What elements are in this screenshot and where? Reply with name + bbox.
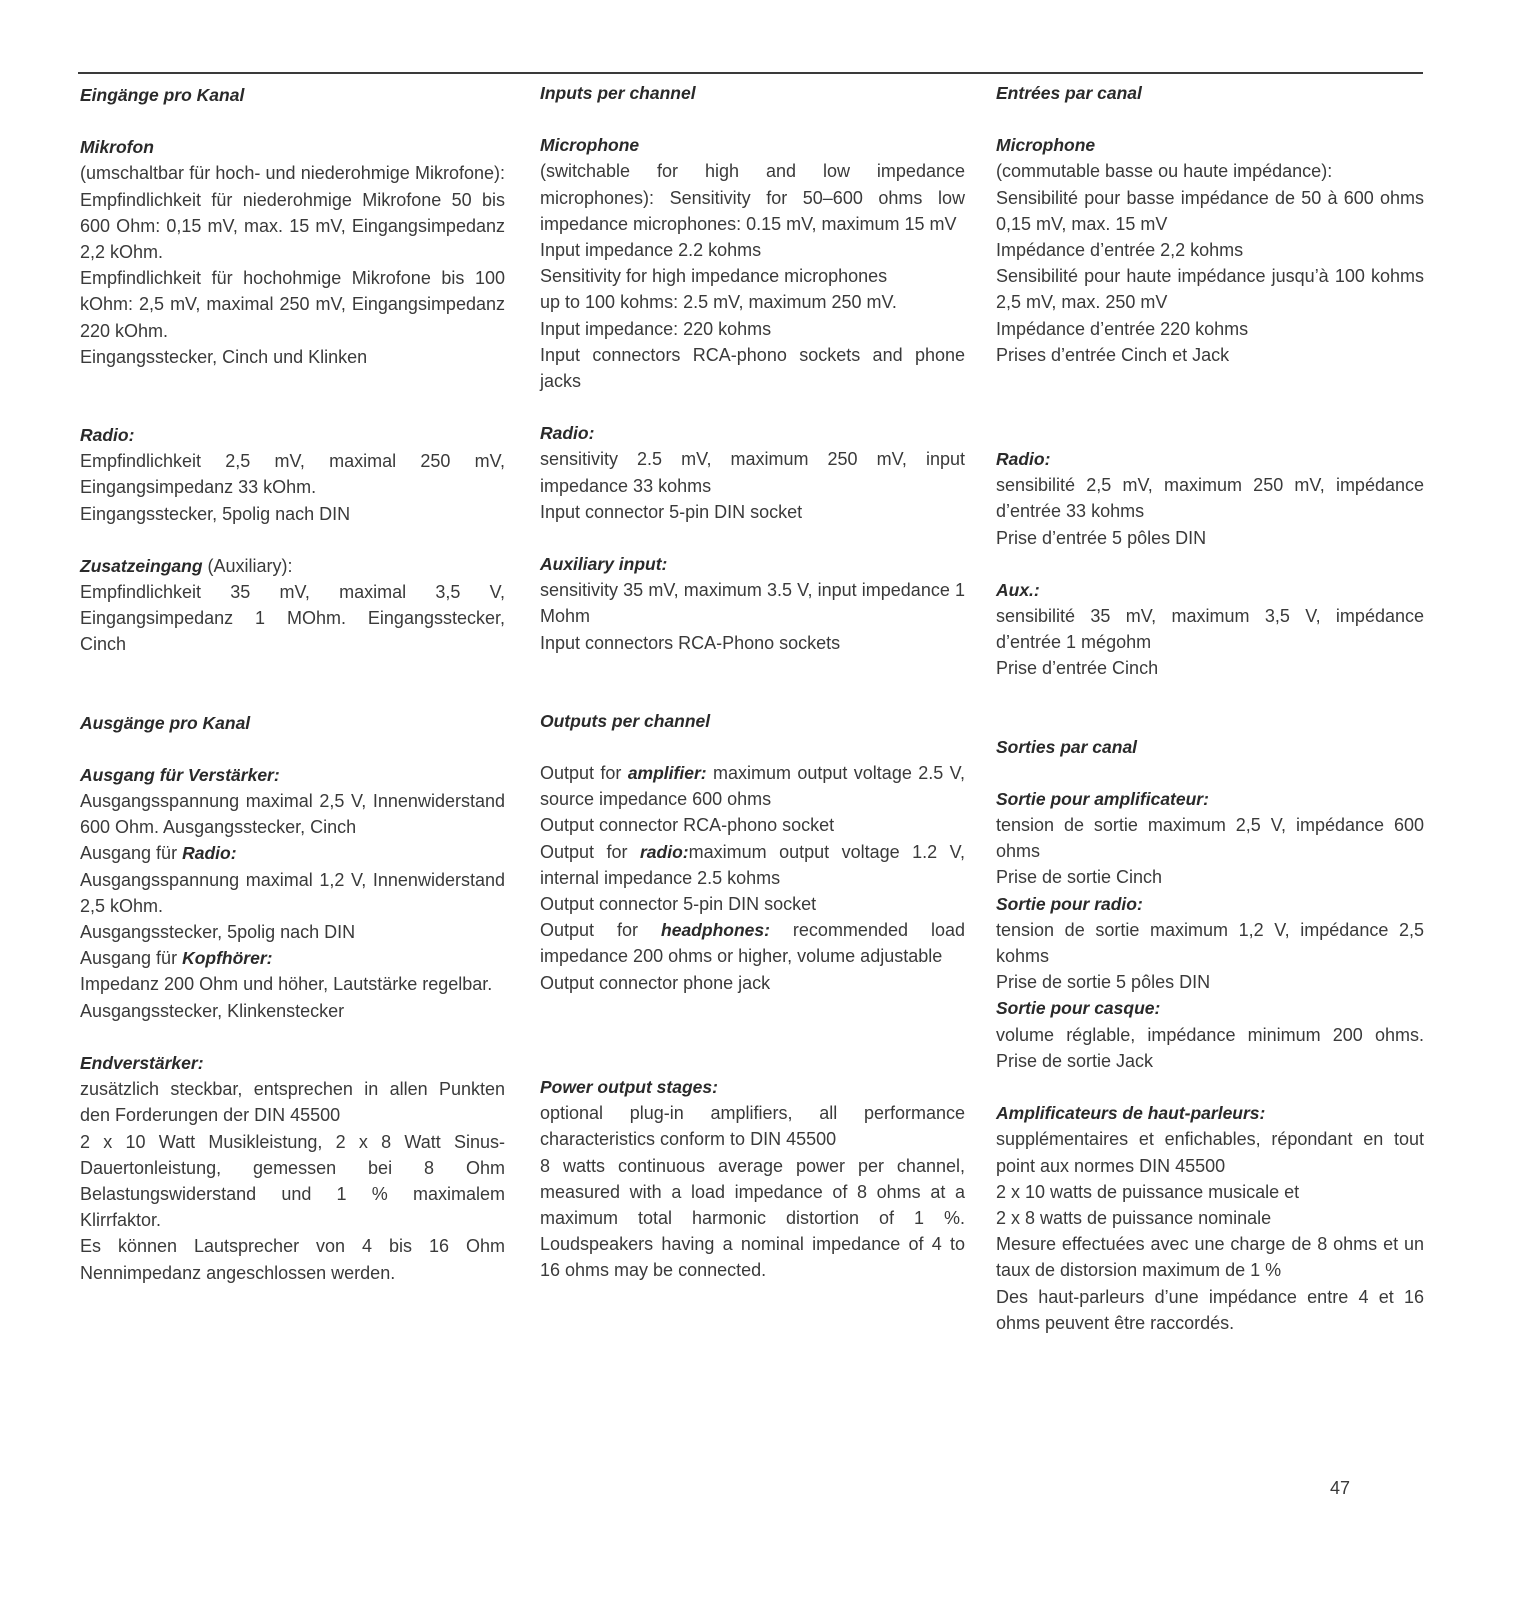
text-microphone-connectors: Prises d’entrée Cinch et Jack: [996, 344, 1230, 365]
heading-power-stages: Power output stages:: [540, 1076, 718, 1097]
text-microphone-connectors: Eingangsstecker, Cinch und Klinken: [80, 346, 368, 367]
text-aux-connector: Prise d’entrée Cinch: [996, 658, 1159, 679]
text-aux: sensitivity 35 mV, maximum 3.5 V, input impedance 1 Mohm: [540, 580, 965, 627]
text-radio-output: Output for radio:maximum output voltage 1.2 V, internal impedance 2.5 kohms: [540, 841, 965, 888]
section-title-inputs: Entrées par canal: [996, 83, 1142, 103]
heading-power-stages: Endverstärker:: [80, 1052, 204, 1073]
text-amplifier-output: tension de sortie maximum 2,5 V, impédance 600 ohms: [996, 815, 1424, 862]
text-radio: sensibilité 2,5 mV, maximum 250 mV, impédance d’entrée 33 kohms: [996, 475, 1424, 522]
text-aux-connector: Input connectors RCA-Phono sockets: [540, 632, 841, 653]
text-power-nominal: 2 x 8 watts de puissance nominale: [996, 1207, 1272, 1228]
heading-aux: Aux.:: [996, 579, 1040, 600]
text-radio-output: Ausgangsspannung maximal 1,2 V, Innenwiderstand 2,5 kOhm.: [80, 869, 505, 916]
text-power-stages: optional plug-in amplifiers, all performance characteristics conform to DIN 45500: [540, 1103, 965, 1150]
text-microphone-high: Empfindlichkeit für hochohmige Mikrofone bis 100 kOhm: 2,5 mV, maximal 250 mV, Eingangsimpedanz 220 kOhm.: [80, 268, 505, 341]
text-microphone-high-impedance: Input impedance: 220 kohms: [540, 318, 772, 339]
heading-radio: Radio:: [540, 423, 595, 444]
heading-headphones-output: Ausgang für Kopfhörer:: [80, 948, 273, 969]
text-headphones-output: Output for headphones: recommended load impedance 200 ohms or higher, volume adjustable: [540, 920, 966, 967]
text-radio-output-connector: Output connector 5-pin DIN socket: [540, 894, 817, 915]
text-power-speakers: Des haut-parleurs d’une impédance entre 4 et 16 ohms peuvent être raccordés.: [996, 1286, 1424, 1333]
text-radio-connector: Eingangsstecker, 5polig nach DIN: [80, 503, 351, 524]
section-title-outputs: Outputs per channel: [540, 710, 711, 731]
section-title-inputs: Inputs per channel: [540, 83, 696, 103]
text-microphone: (switchable for high and low impedance microphones): Sensitivity for 50–600 ohms low impedance microphones: 0.15 mV, maximum 15 mV: [540, 161, 965, 234]
text-headphones-output: volume réglable, impédance minimum 200 ohms. Prise de sortie Jack: [996, 1024, 1424, 1071]
text-amplifier-connector: Prise de sortie Cinch: [996, 867, 1163, 888]
heading-aux: Auxiliary input:: [540, 554, 668, 575]
text-microphone-high: Sensibilité pour haute impédance jusqu’à 100 kohms 2,5 mV, max. 250 mV: [996, 266, 1424, 313]
page-number: 47: [1330, 1478, 1351, 1498]
heading-headphones-output: Sortie pour casque:: [996, 998, 1161, 1019]
text-radio-output: tension de sortie maximum 1,2 V, impédance 2,5 kohms: [996, 919, 1424, 967]
text-power-measure: Mesure effectuées avec une charge de 8 ohms et un taux de distorsion maximum de 1 %: [996, 1234, 1424, 1281]
text-power-stages: zusätzlich steckbar, entsprechen in allen Punkten den Forderungen der DIN 45500: [80, 1079, 505, 1126]
text-radio: sensitivity 2.5 mV, maximum 250 mV, input impedance 33 kohms: [540, 449, 965, 496]
section-title-outputs: Ausgänge pro Kanal: [80, 712, 251, 733]
heading-radio: Radio:: [996, 449, 1051, 470]
text-microphone: (umschaltbar für hoch- und niederohmige Mikrofone): Empfindlichkeit für niederohmige Mikrofone 50 bis 600 Ohm: 0,15 mV, max. 15 mV, Eingangsimpedanz 2,2 kOhm.: [80, 163, 505, 263]
heading-radio-output: Ausgang für Radio:: [80, 843, 237, 864]
text-microphone-high-value: up to 100 kohms: 2.5 mV, maximum 250 mV.: [540, 292, 897, 313]
text-microphone-high-impedance: Impédance d’entrée 220 kohms: [996, 318, 1249, 339]
text-radio: Empfindlichkeit 2,5 mV, maximal 250 mV, Eingangsimpedanz 33 kOhm.: [80, 451, 505, 498]
section-title-outputs: Sorties par canal: [996, 736, 1138, 757]
text-microphone-low: Sensibilité pour basse impédance de 50 à 600 ohms 0,15 mV, max. 15 mV: [996, 187, 1424, 234]
text-aux: Empfindlichkeit 35 mV, maximal 3,5 V, Eingangsimpedanz 1 MOhm. Eingangsstecker, Cinch: [80, 582, 505, 655]
heading-radio: Radio:: [80, 425, 135, 446]
text-radio-output-connector: Prise de sortie 5 pôles DIN: [996, 972, 1211, 993]
section-title-inputs: Eingänge pro Kanal: [80, 85, 245, 105]
text-radio-connector: Prise d’entrée 5 pôles DIN: [996, 527, 1207, 548]
column-french: [996, 70, 1424, 1336]
heading-microphone: Mikrofon: [80, 137, 154, 158]
text-amplifier-connector: Output connector RCA-phono socket: [540, 815, 835, 836]
heading-radio-output: Sortie pour radio:: [996, 893, 1143, 914]
heading-aux: Zusatzeingang (Auxiliary):: [80, 555, 293, 576]
text-microphone: (commutable basse ou haute impédance):: [996, 161, 1333, 182]
text-headphones-connector: Output connector phone jack: [540, 972, 771, 993]
column-german: [80, 70, 505, 1286]
text-power-speakers: Es können Lautsprecher von 4 bis 16 Ohm Nennimpedanz angeschlossen werden.: [80, 1236, 505, 1283]
text-microphone-impedance: Input impedance 2.2 kohms: [540, 240, 762, 261]
text-power-rating: 8 watts continuous average power per channel, measured with a load impedance of 8 ohms at a maximum total harmonic distortion of 1 %. Loudspeakers having a nominal impedance of 4 to 16 ohms may be connected.: [540, 1155, 965, 1281]
heading-power-stages: Amplificateurs de haut-parleurs:: [996, 1103, 1266, 1124]
text-microphone-connectors: Input connectors RCA-phono sockets and phone jacks: [540, 344, 965, 392]
text-power-rating: 2 x 10 Watt Musikleistung, 2 x 8 Watt Sinus-Dauertonleistung, gemessen bei 8 Ohm Belastungswiderstand und 1 % maximalem Klirrfaktor.: [80, 1131, 505, 1231]
text-radio-connector: Input connector 5-pin DIN socket: [540, 501, 803, 522]
text-microphone-low-impedance: Impédance d’entrée 2,2 kohms: [996, 240, 1244, 261]
text-power-music: 2 x 10 watts de puissance musicale et: [996, 1181, 1300, 1202]
text-headphones-output: Impedanz 200 Ohm und höher, Lautstärke regelbar.: [80, 974, 493, 995]
text-amplifier-output: Output for amplifier: maximum output voltage 2.5 V, source impedance 600 ohms: [540, 763, 965, 810]
heading-amplifier-output: Ausgang für Verstärker:: [80, 764, 280, 785]
text-microphone-high: Sensitivity for high impedance microphones: [540, 266, 888, 287]
heading-amplifier-output: Sortie pour amplificateur:: [996, 788, 1209, 809]
heading-microphone: Microphone: [996, 135, 1096, 156]
text-radio-output-connector: Ausgangsstecker, 5polig nach DIN: [80, 922, 356, 943]
text-aux: sensibilité 35 mV, maximum 3,5 V, impédance d’entrée 1 mégohm: [996, 606, 1424, 653]
text-amplifier-output: Ausgangsspannung maximal 2,5 V, Innenwiderstand 600 Ohm. Ausgangsstecker, Cinch: [80, 791, 505, 838]
text-headphones-connector: Ausgangsstecker, Klinkenstecker: [80, 1000, 345, 1021]
text-power-stages: supplémentaires et enfichables, répondant en tout point aux normes DIN 45500: [996, 1129, 1424, 1176]
heading-microphone: Microphone: [540, 135, 640, 156]
column-english: [540, 70, 965, 1284]
